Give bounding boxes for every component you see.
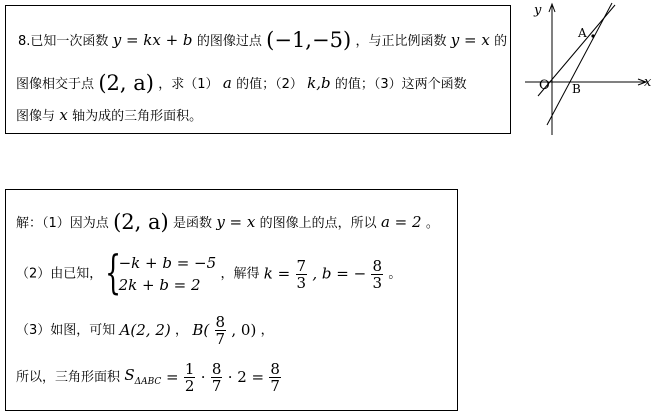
point-b-close: , 0) <box>231 321 257 339</box>
problem-number-and-intro: 8.已知一次函数 <box>18 34 109 49</box>
fraction-one-half <box>184 361 196 394</box>
solution-line-3 <box>16 314 274 347</box>
linear-function-expr: y = kx + b <box>112 31 193 49</box>
point-b-x-numerator: 8 <box>215 313 226 331</box>
problem-text: 的值；（2） <box>236 77 303 92</box>
solution-line-2 <box>16 245 402 299</box>
fraction-numerator: 1 <box>184 360 195 378</box>
origin-label: O <box>539 78 550 93</box>
fraction-denominator: 2 <box>184 377 195 395</box>
problem-text: 轴为成的三角形面积。 <box>72 109 203 124</box>
solution-text: （2）由已知， <box>16 266 103 282</box>
given-point: (−1,−5) <box>266 28 352 52</box>
coordinate-graph <box>520 0 655 140</box>
solution-text: 解：（1）因为点 <box>16 216 109 231</box>
problem-text: 图像与 <box>16 109 56 124</box>
problem-line-3 <box>16 108 202 124</box>
variable-x: x <box>59 106 68 124</box>
solution-text: 是函数 <box>173 216 213 231</box>
fraction-denominator: 7 <box>270 377 280 395</box>
variable-a: a <box>222 74 232 92</box>
variables-k-b: k,b <box>307 74 331 92</box>
problem-line-1 <box>18 30 507 51</box>
left-brace: { <box>104 245 121 299</box>
solution-line-1 <box>16 212 439 233</box>
point-b-label: B <box>572 82 581 96</box>
y-axis-label: y <box>534 3 542 18</box>
solution-text: （3）如图，可知 <box>16 323 116 338</box>
point-a-label: A <box>578 26 587 40</box>
line-y-equals-kx-plus-b <box>547 3 612 125</box>
solution-text: 。 <box>425 216 439 231</box>
intersection-point: (2, a) <box>98 71 154 95</box>
problem-text: ，与正比例函数 <box>355 34 447 49</box>
solution-text: 所以，三角形面积 <box>16 370 121 385</box>
equation-1: −k + b = −5 <box>118 254 217 272</box>
problem-text: 的 <box>494 34 508 49</box>
equals-sign: = <box>166 368 179 386</box>
equation-2: 2k + b = 2 <box>118 276 201 294</box>
proportional-function-expr: y = x <box>450 31 490 49</box>
b-lhs: , b = − <box>312 264 367 283</box>
fraction-denominator: 7 <box>211 377 222 395</box>
solution-text: ， <box>175 323 189 338</box>
solution-box <box>5 189 458 411</box>
solution-text: ，解得 <box>220 266 260 282</box>
multiply-dot: · <box>200 368 206 386</box>
point-b-open: B( <box>192 321 210 339</box>
solution-line-4 <box>16 361 282 394</box>
multiply-two-equals: · 2 = <box>227 368 265 386</box>
area-result-fraction <box>269 361 281 394</box>
point-a-marker <box>591 34 594 37</box>
b-denominator: 3 <box>372 273 383 292</box>
point-b-x-denominator: 7 <box>215 330 226 348</box>
problem-text: 的值；（3）这两个函数 <box>334 77 467 92</box>
area-subscript: ΔABC <box>134 377 162 387</box>
b-fraction <box>371 258 383 291</box>
x-axis-label: x <box>644 75 652 90</box>
point-expr: (2, a) <box>113 210 169 234</box>
problem-line-2 <box>16 73 467 94</box>
b-numerator: 8 <box>372 256 383 275</box>
problem-text: 图像相交于点 <box>16 77 95 92</box>
solution-text: 的图像上的点，所以 <box>259 216 377 231</box>
problem-text: ，求（1） <box>158 77 219 92</box>
point-b-x-fraction <box>215 314 227 347</box>
point-a-coords: A(2, 2) <box>119 321 171 339</box>
area-symbol <box>124 366 166 387</box>
k-fraction <box>296 258 308 291</box>
solution-text: ， <box>260 323 274 338</box>
solution-text: 。 <box>388 266 402 282</box>
fraction-numerator: 8 <box>270 360 280 378</box>
fraction-eight-sevenths <box>211 361 223 394</box>
problem-box <box>5 5 511 134</box>
equation-system <box>104 245 217 299</box>
k-denominator: 3 <box>296 273 307 292</box>
problem-text: 的图像过点 <box>196 34 262 49</box>
area-s: S <box>124 366 135 384</box>
k-numerator: 7 <box>296 256 307 275</box>
answer-a: a = 2 <box>380 213 422 231</box>
fraction-numerator: 8 <box>211 360 222 378</box>
function-expr: y = x <box>216 213 256 231</box>
k-lhs: k = <box>263 264 291 283</box>
